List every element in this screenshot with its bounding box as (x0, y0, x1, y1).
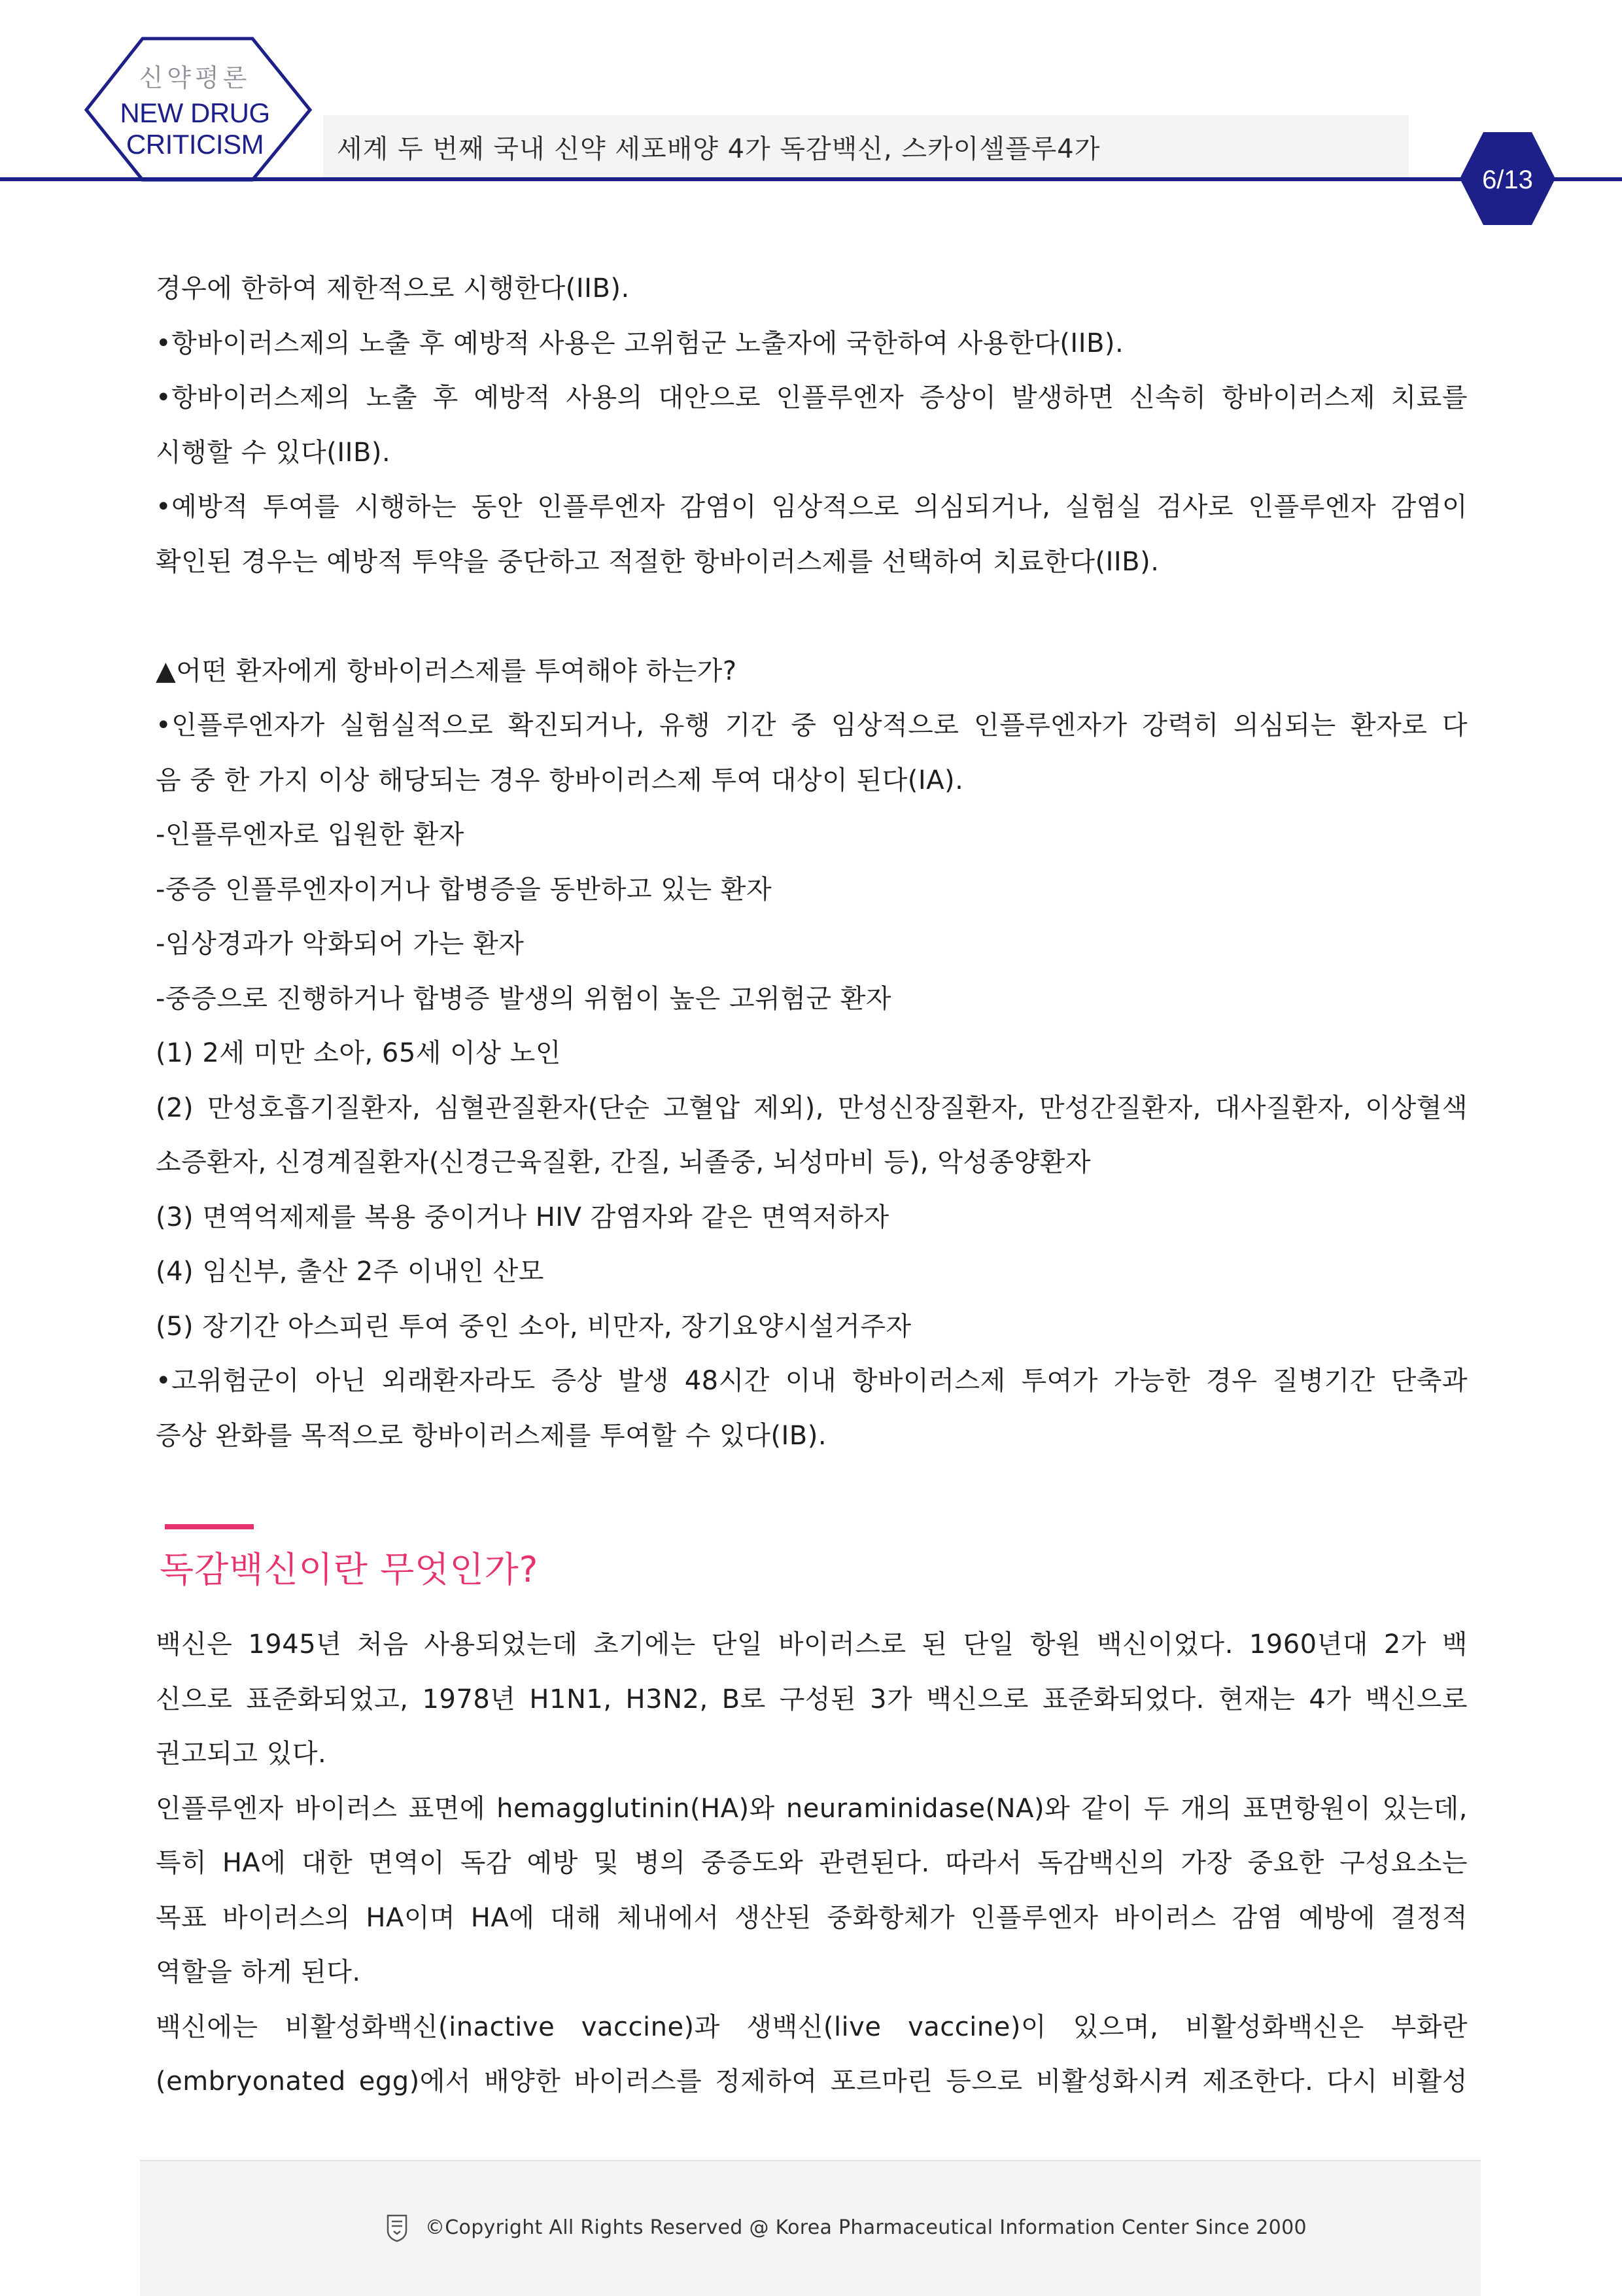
text-line: 백신은 1945년 처음 사용되었는데 초기에는 단일 바이러스로 된 단일 항원 백신이었다. 1960년대 2가 백 (156, 1629, 1468, 1660)
text-line: •항바이러스제의 노출 후 예방적 사용의 대안으로 인플루엔자 증상이 발생하면 신속히 항바이러스제 치료를 (156, 383, 1468, 413)
text-line: -중증 인플루엔자이거나 합병증을 동반하고 있는 환자 (156, 874, 772, 905)
text-line: 음 중 한 가지 이상 해당되는 경우 항바이러스제 투여 대상이 된다(IA). (156, 765, 964, 795)
body-text (156, 262, 1468, 1463)
logo-en-line2: CRITICISM (126, 129, 264, 160)
text-line: (2) 만성호흡기질환자, 심혈관질환자(단순 고혈압 제외), 만성신장질환자, 만성간질환자, 대사질환자, 이상혈색 (156, 1092, 1468, 1123)
copyright-text: ©Copyright All Rights Reserved @ Korea Pharmaceutical Information Center Since 2000 (425, 2216, 1307, 2239)
text-line: (5) 장기간 아스피린 투여 중인 소아, 비만자, 장기요양시설거주자 (156, 1311, 912, 1342)
text-line: 특히 HA에 대한 면역이 독감 예방 및 병의 중증도와 관련된다. 따라서 독감백신의 가장 중요한 구성요소는 (156, 1848, 1468, 1878)
spacer (156, 589, 1468, 644)
text-line: •예방적 투여를 시행하는 동안 인플루엔자 감염이 임상적으로 의심되거나, 실험실 검사로 인플루엔자 감염이 (156, 492, 1468, 522)
section-accent-bar (165, 1524, 254, 1529)
page-number: 6/13 (1482, 165, 1533, 194)
text-line: 확인된 경우는 예방적 투약을 중단하고 적절한 항바이러스제를 선택하여 치료한다(IIB). (156, 546, 1160, 577)
text-line: -중증으로 진행하거나 합병증 발생의 위험이 높은 고위험군 환자 (156, 983, 892, 1014)
logo-en-line1: NEW DRUG (120, 97, 270, 128)
section-body-text (156, 1618, 1468, 2110)
text-line: -인플루엔자로 입원한 환자 (156, 820, 464, 850)
text-line: •인플루엔자가 실험실적으로 확진되거나, 유행 기간 중 임상적으로 인플루엔자가 강력히 의심되는 환자로 다 (156, 710, 1468, 740)
text-line: (embryonated egg)에서 배양한 바이러스를 정제하여 포르마린 등으로 비활성화시켜 제조한다. 다시 비활성 (156, 2066, 1468, 2096)
text-line: 증상 완화를 목적으로 항바이러스제를 투여할 수 있다(IB). (156, 1420, 827, 1451)
text-line: (4) 임신부, 출산 2주 이내인 산모 (156, 1257, 544, 1287)
logo (97, 65, 293, 162)
text-line: 백신에는 비활성화백신(inactive vaccine)과 생백신(live vaccine)이 있으며, 비활성화백신은 부화란 (156, 2011, 1468, 2042)
page-title: 세계 두 번째 국내 신약 세포배양 4가 독감백신, 스카이셀플루4가 (337, 134, 1101, 164)
text-line: 권고되고 있다. (156, 1739, 327, 1769)
text-line: 시행할 수 있다(IIB). (156, 437, 391, 468)
text-line: (3) 면역억제제를 복용 중이거나 HIV 감염자와 같은 면역저하자 (156, 1202, 889, 1232)
text-line: 역할을 하게 된다. (156, 1957, 361, 1987)
text-line: 목표 바이러스의 HA이며 HA에 대해 체내에서 생산된 중화항체가 인플루엔자 바이러스 감염 예방에 결정적 (156, 1902, 1468, 1933)
text-line: (1) 2세 미만 소아, 65세 이상 노인 (156, 1038, 561, 1068)
shield-icon (386, 2214, 408, 2242)
header-divider (0, 177, 1622, 181)
section-heading: 독감백신이란 무엇인가? (160, 1549, 539, 1590)
text-line: 소증환자, 신경계질환자(신경근육질환, 간질, 뇌졸중, 뇌성마비 등), 악성종양환자 (156, 1147, 1092, 1177)
text-line: ▲어떤 환자에게 항바이러스제를 투여해야 하는가? (156, 655, 737, 686)
text-line: 인플루엔자 바이러스 표면에 hemagglutinin(HA)와 neuraminidase(NA)와 같이 두 개의 표면항원이 있는데, (156, 1793, 1468, 1824)
logo-korean-text: 신약평론 (139, 63, 251, 92)
text-line: 경우에 한하여 제한적으로 시행한다(IIB). (156, 273, 630, 304)
text-line: •고위험군이 아닌 외래환자라도 증상 발생 48시간 이내 항바이러스제 투여가 가능한 경우 질병기간 단축과 (156, 1366, 1468, 1396)
text-line: •항바이러스제의 노출 후 예방적 사용은 고위험군 노출자에 국한하여 사용한다(IIB). (156, 328, 1124, 358)
text-line: 신으로 표준화되었고, 1978년 H1N1, H3N2, B로 구성된 3가 백신으로 표준화되었다. 현재는 4가 백신으로 (156, 1684, 1468, 1714)
text-line: -임상경과가 악화되어 가는 환자 (156, 929, 525, 959)
